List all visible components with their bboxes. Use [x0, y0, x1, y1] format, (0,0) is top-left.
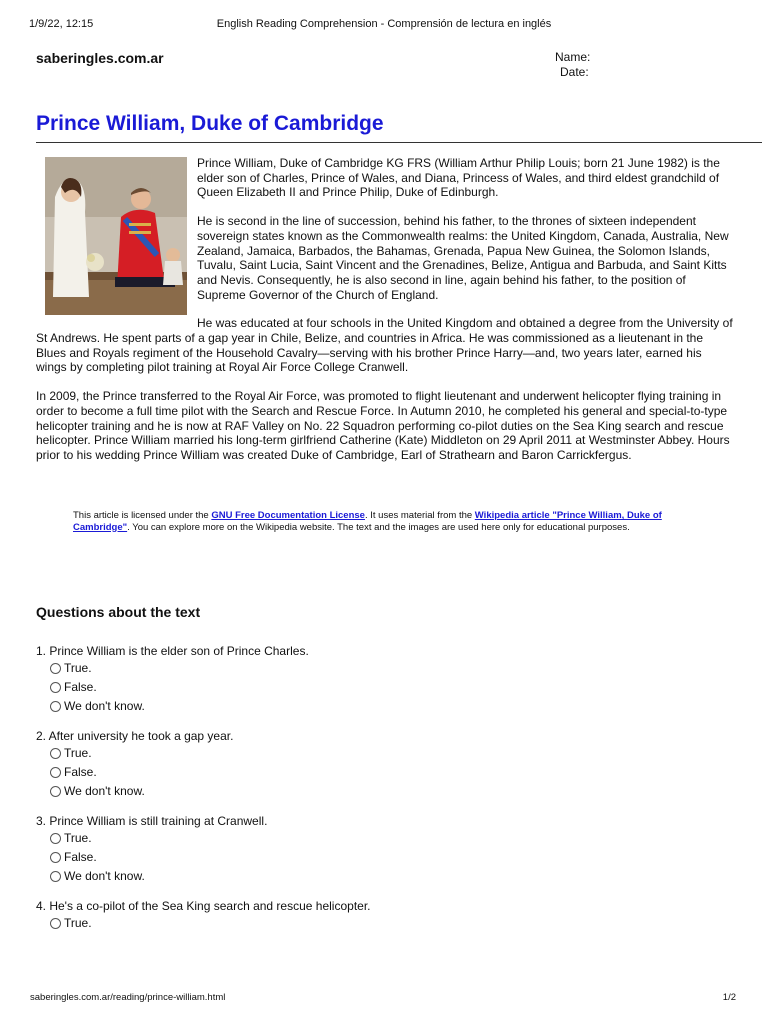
- radio-icon[interactable]: [50, 767, 61, 778]
- option-label: False.: [64, 850, 97, 864]
- article-paragraph-1: Prince William, Duke of Cambridge KG FRS (William Arthur Philip Louis; born 21 June 1982) is the elder son of Charles, Prince of Wales, and Diana, Princess of Wales, and third eldest grandchild of Queen Elizabeth II and Prince Philip, Duke of Edinburgh.: [197, 156, 720, 200]
- answer-option-true[interactable]: [36, 914, 371, 933]
- radio-icon[interactable]: [50, 748, 61, 759]
- radio-icon[interactable]: [50, 701, 61, 712]
- title-divider: [36, 142, 762, 143]
- license-text-3: . You can explore more on the Wikipedia website. The text and the images are used here only for educational purposes.: [127, 521, 630, 533]
- questions-list: [36, 644, 371, 946]
- date-label: Date:: [560, 65, 589, 79]
- radio-icon[interactable]: [50, 682, 61, 693]
- answer-option-true[interactable]: [36, 659, 371, 678]
- question-text: 2. After university he took a gap year.: [36, 729, 234, 743]
- option-label: We don't know.: [64, 784, 145, 798]
- question-text: 3. Prince William is still training at Cranwell.: [36, 814, 268, 828]
- option-label: True.: [64, 661, 92, 675]
- wikipedia-article-link[interactable]: Wikipedia article "Prince William, Duke of Cambridge": [73, 510, 662, 533]
- license-notice: [73, 510, 693, 533]
- answer-option-dont-know[interactable]: [36, 697, 371, 716]
- answer-option-dont-know[interactable]: [36, 867, 371, 886]
- answer-option-dont-know[interactable]: [36, 782, 371, 801]
- answer-option-true[interactable]: [36, 744, 371, 763]
- radio-icon[interactable]: [50, 852, 61, 863]
- gnu-license-link[interactable]: GNU Free Documentation License: [211, 510, 365, 521]
- license-text-2: . It uses material from the: [364, 510, 475, 521]
- name-date-box: [555, 50, 590, 80]
- option-label: False.: [64, 765, 97, 779]
- answer-option-false[interactable]: [36, 678, 371, 697]
- article-paragraph-3-text: He was educated at four schools in the United Kingdom and obtained a degree from the University of St Andrews. He spent parts of a gap year in Chile, Belize, and countries in Africa. He was commissioned as a lieutenant in the Blues and Royals regiment of the Household Cavalry—serving with his brother Prince Harry—and, two years later, earned his wings by completing pilot training at Royal Air Force College Cranwell.: [36, 316, 733, 375]
- site-name: saberingles.com.ar: [36, 50, 164, 66]
- question-text: 4. He's a co-pilot of the Sea King search and rescue helicopter.: [36, 899, 371, 913]
- radio-icon[interactable]: [50, 786, 61, 797]
- footer-url: saberingles.com.ar/reading/prince-william.html: [30, 992, 226, 1003]
- questions-heading: Questions about the text: [36, 604, 201, 620]
- option-label: We don't know.: [64, 699, 145, 713]
- option-label: True.: [64, 746, 92, 760]
- option-label: False.: [64, 680, 97, 694]
- name-label: Name:: [555, 50, 591, 64]
- answer-option-true[interactable]: [36, 829, 371, 848]
- footer-page-number: 1/2: [722, 992, 736, 1003]
- radio-icon[interactable]: [50, 833, 61, 844]
- radio-icon[interactable]: [50, 871, 61, 882]
- article-title: Prince William, Duke of Cambridge: [36, 112, 384, 135]
- radio-icon[interactable]: [50, 918, 61, 929]
- article-paragraph-2: He is second in the line of succession, behind his father, to the thrones of sixteen independent sovereign states known as the Commonwealth realms: the United Kingdom, Canada, Australia, New Zealand, Jamaica, Barbados, the Bahamas, Grenada, Papua New Guinea, the Solomon Islands, Tuvalu, Saint Lucia, Saint Vincent and the Grenadines, Belize, Antigua and Barbuda, and Saint Kitts and Nevis. Consequently, he is also second in line, again behind his father, to the position of Supreme Governor of the Church of England.: [197, 214, 729, 302]
- question: [36, 814, 371, 886]
- option-label: True.: [64, 916, 92, 930]
- print-page-title: English Reading Comprehension - Comprensión de lectura en inglés: [216, 18, 552, 30]
- question: [36, 729, 371, 801]
- license-text-1: This article is licensed under the: [73, 510, 212, 521]
- print-date: 1/9/22, 12:15: [29, 18, 94, 30]
- question-text: 1. Prince William is the elder son of Prince Charles.: [36, 644, 309, 658]
- option-label: True.: [64, 831, 92, 845]
- answer-option-false[interactable]: [36, 848, 371, 867]
- question: [36, 899, 371, 933]
- radio-icon[interactable]: [50, 663, 61, 674]
- article-paragraph-3: [36, 316, 734, 375]
- article-body: [36, 156, 734, 477]
- answer-option-false[interactable]: [36, 763, 371, 782]
- question: [36, 644, 371, 716]
- option-label: We don't know.: [64, 869, 145, 883]
- article-paragraph-4: In 2009, the Prince transferred to the Royal Air Force, was promoted to flight lieutenant and underwent helicopter flying training in order to become a full time pilot with the Search and Rescue Force. In Autumn 2010, he completed his general and special-to-type helicopter training and he is now at RAF Valley on No. 22 Squadron performing co-pilot duties on the Sea King search and rescue helicopter. Prince William married his long-term girlfriend Catherine (Kate) Middleton on 29 April 2011 at Westminster Abbey. Hours prior to his wedding Prince William was created Duke of Cambridge, Earl of Strathearn and Baron Carrickfergus.: [36, 389, 730, 462]
